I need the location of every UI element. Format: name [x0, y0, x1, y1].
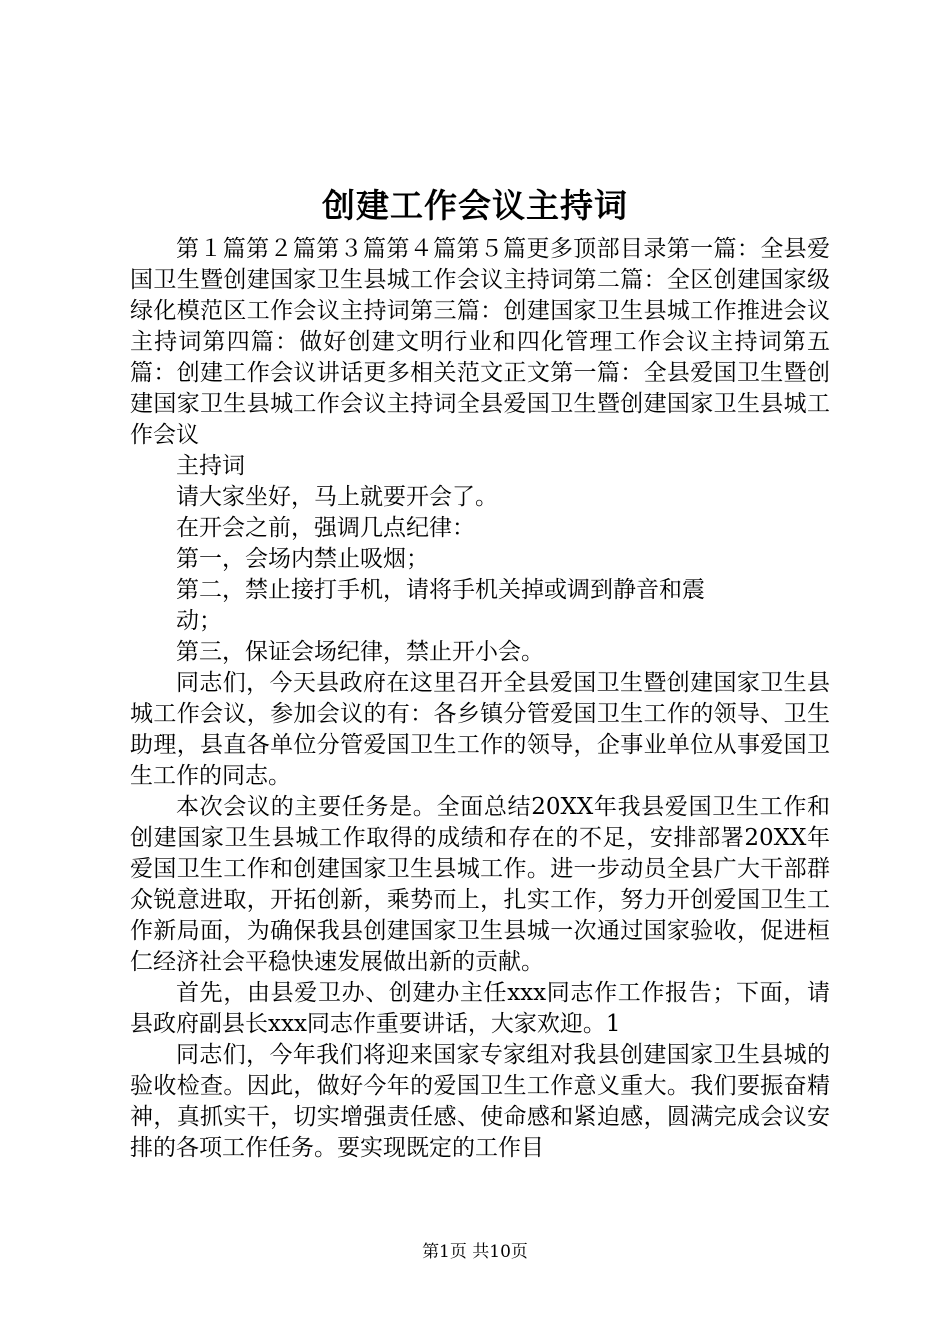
paragraph-rule-one: 第一，会场内禁止吸烟； — [176, 546, 429, 572]
document-title: 创建工作会议主持词 — [322, 186, 628, 225]
paragraph-agenda: 首先，由县爱卫办、创建办主任xxx同志作工作报告；下面，请县政府副县长xxx同志作重要讲话，大家欢迎。1 — [130, 980, 830, 1037]
paragraph-host-speech-heading: 主持词 — [176, 453, 245, 479]
paragraph-rule-two: 第二，禁止接打手机，请将手机关掉或调到静音和震 — [176, 577, 705, 603]
paragraph-toc: 第１篇第２篇第３篇第４篇第５篇更多顶部目录第一篇：全县爱国卫生暨创建国家卫生县城工作会议主持词第二篇：全区创建国家级绿化模范区工作会议主持词第三篇：创建国家卫生县城工作推进会议主持词第四篇：做好创建文明行业和四化管理工作会议主持词第五篇：创建工作会议讲话更多相关范文正文第一篇：全县爱国卫生暨创建国家卫生县城工作会议主持词全县爱国卫生暨创建国家卫生县城工作会议 — [130, 236, 830, 448]
paragraph-rule-two-continued: 动； — [176, 608, 222, 634]
paragraph-rule-three: 第三，保证会场纪律，禁止开小会。 — [176, 639, 544, 665]
paragraph-main-tasks: 本次会议的主要任务是。全面总结20XX年我县爱国卫生工作和创建国家卫生县城工作取得的成绩和存在的不足，安排部署20XX年爱国卫生工作和创建国家卫生县城工作。进一步动员全县广大干部群众锐意进取，开拓创新，乘势而上，扎实工作，努力开创爱国卫生工作新局面，为确保我县创建国家卫生县城一次通过国家验收，促进桓仁经济社会平稳快速发展做出新的贡献。 — [130, 794, 830, 975]
paragraph-please-be-seated: 请大家坐好，马上就要开会了。 — [176, 484, 498, 510]
paragraph-closing: 同志们，今年我们将迎来国家专家组对我县创建国家卫生县城的验收检查。因此，做好今年的爱国卫生工作意义重大。我们要振奋精神，真抓实干，切实增强责任感、使命感和紧迫感，圆满完成会议安排的各项工作任务。要实现既定的工作目 — [130, 1042, 830, 1161]
document-body — [130, 234, 830, 1164]
paragraph-attendees: 同志们，今天县政府在这里召开全县爱国卫生暨创建国家卫生县城工作会议，参加会议的有：各乡镇分管爱国卫生工作的领导、卫生助理，县直各单位分管爱国卫生工作的领导，企事业单位从事爱国卫生工作的同志。 — [130, 670, 830, 789]
page-footer: 第1页 共10页 — [422, 1242, 528, 1262]
paragraph-discipline-intro: 在开会之前，强调几点纪律： — [176, 515, 475, 541]
